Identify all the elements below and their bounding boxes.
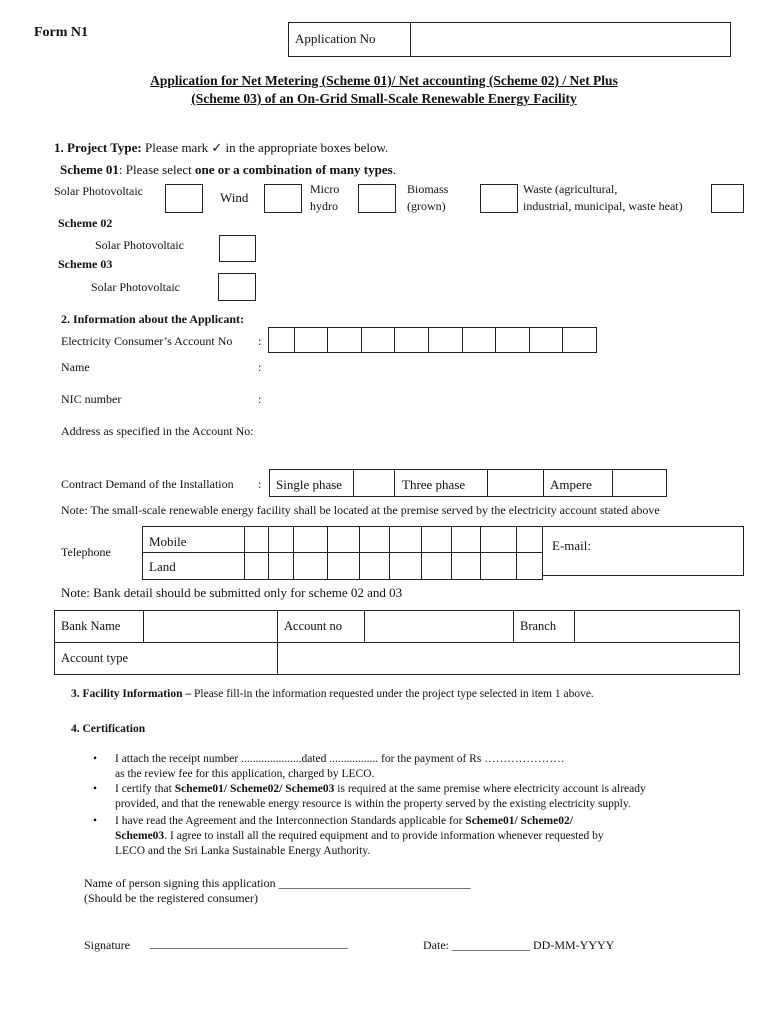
nic-label: NIC number [61, 392, 122, 406]
signer-name-note: (Should be the registered consumer) [84, 891, 258, 905]
account-type-label: Account type [55, 643, 278, 675]
land-label: Land [149, 559, 176, 574]
section1-heading: 1. Project Type: [54, 140, 142, 155]
email-label: E-mail: [552, 538, 591, 553]
scheme02-solar-checkbox[interactable] [219, 235, 256, 262]
account-no-cells[interactable] [268, 327, 597, 353]
divider [327, 527, 328, 579]
account-no-cell[interactable] [496, 328, 530, 352]
type-microhydro-checkbox[interactable] [358, 184, 396, 213]
contract-demand-label: Contract Demand of the Installation [61, 477, 234, 491]
cert-b2-text-end: is required at the same premise where electricity account is already [334, 783, 646, 795]
type-waste-checkbox[interactable] [711, 184, 744, 213]
account-no-bank-label: Account no [278, 611, 365, 643]
colon: : [258, 392, 262, 406]
divider [143, 552, 542, 553]
signature-line[interactable]: _________________________________ [150, 936, 348, 950]
colon: : [258, 334, 262, 348]
bullet: • [93, 783, 98, 795]
account-no-cell[interactable] [328, 328, 362, 352]
bullet: • [93, 815, 98, 827]
account-no-bank-input[interactable] [365, 611, 514, 643]
bank-name-label: Bank Name [55, 611, 144, 643]
scheme02-label: Scheme 02 [58, 216, 113, 230]
cert-b3-bold2: Scheme03 [115, 830, 165, 842]
bank-table [54, 610, 740, 675]
account-no-cell[interactable] [563, 328, 597, 352]
account-no-cell[interactable] [395, 328, 429, 352]
single-phase-input[interactable] [354, 470, 394, 496]
divider [543, 470, 544, 496]
name-label: Name [61, 360, 90, 374]
scheme01-label: Scheme 01 [60, 162, 119, 177]
application-no-input[interactable] [410, 23, 728, 54]
divider [451, 527, 452, 579]
type-micro-label: Micro [310, 182, 340, 196]
cert-b2-line2: provided, and that the renewable energy resource is within the property served by the existing electricity supply. [115, 798, 631, 810]
account-no-cell[interactable] [269, 328, 295, 352]
cert-b1-line1: I attach the receipt number .....................dated ................. for the payment of Rs ………………… [115, 753, 565, 765]
scheme03-item-label: Solar Photovoltaic [91, 280, 180, 294]
scheme01-instr-bold: one or a combination of many types [195, 162, 393, 177]
divider [394, 470, 395, 496]
section1-heading-row [54, 140, 388, 156]
email-box[interactable] [542, 526, 744, 576]
three-phase-label: Three phase [402, 477, 466, 492]
bank-name-input[interactable] [144, 611, 278, 643]
divider [421, 527, 422, 579]
section3-row [71, 688, 594, 700]
account-no-cell[interactable] [463, 328, 496, 352]
type-biomass-label: Biomass [407, 182, 449, 196]
ampere-input[interactable] [613, 470, 665, 496]
account-no-cell[interactable] [429, 328, 463, 352]
cert-b1-line2: as the review fee for this application, charged by LECO. [115, 768, 375, 780]
telephone-label: Telephone [61, 545, 111, 559]
scheme01-row [60, 162, 396, 178]
colon: : [258, 477, 262, 491]
scheme03-solar-checkbox[interactable] [218, 273, 256, 301]
cert-b2-text: I certify that [115, 783, 175, 795]
account-no-label: Electricity Consumer’s Account No [61, 334, 233, 348]
single-phase-label: Single phase [276, 477, 343, 492]
section3-heading: 3. Facility Information – [71, 688, 192, 700]
cert-b3-line3: LECO and the Sri Lanka Sustainable Energy Authority. [115, 845, 371, 857]
cert-b3-line2 [115, 830, 604, 842]
type-waste-label2: industrial, municipal, waste heat) [523, 199, 683, 213]
cert-b3-text2: . I agree to install all the required equipment and to provide information whenever requested by [164, 830, 604, 842]
telephone-table [142, 526, 543, 580]
note-bank: Note: Bank detail should be submitted only for scheme 02 and 03 [61, 585, 403, 600]
cert-b3-bold: Scheme01/ Scheme02/ [465, 815, 573, 827]
account-no-cell[interactable] [530, 328, 563, 352]
section1-instruction: Please mark ✓ in the appropriate boxes below. [141, 140, 389, 155]
cert-b2-bold: Scheme01/ Scheme02/ Scheme03 [174, 783, 335, 795]
scheme03-label: Scheme 03 [58, 257, 113, 271]
scheme01-instr: : Please select [118, 162, 196, 177]
branch-input[interactable] [575, 611, 740, 643]
cert-b3-text: I have read the Agreement and the Interconnection Standards applicable for [115, 815, 466, 827]
colon: : [258, 360, 262, 374]
account-type-input[interactable] [278, 643, 740, 675]
divider [389, 527, 390, 579]
cert-b2-line1 [115, 783, 646, 795]
account-no-cell[interactable] [295, 328, 328, 352]
divider [480, 527, 481, 579]
type-biomass-checkbox[interactable] [480, 184, 518, 213]
divider [244, 527, 245, 579]
divider [359, 527, 360, 579]
mobile-label: Mobile [149, 534, 187, 549]
note-location: Note: The small-scale renewable energy facility shall be located at the premise served by the electricity account stated above [61, 503, 660, 517]
type-solar-checkbox[interactable] [165, 184, 203, 213]
form-title-line2: (Scheme 03) of an On-Grid Small-Scale Renewable Energy Facility [191, 91, 577, 106]
date-field[interactable]: Date: _____________ DD-MM-YYYY [423, 938, 615, 952]
form-id: Form N1 [34, 25, 89, 40]
divider [268, 527, 269, 579]
ampere-label: Ampere [550, 477, 592, 492]
contract-demand-table [269, 469, 667, 497]
form-title-line1: Application for Net Metering (Scheme 01)/ Net accounting (Scheme 02) / Net Plus [150, 73, 618, 88]
type-wind-label: Wind [220, 190, 249, 205]
bullet: • [93, 753, 98, 765]
type-solar-label: Solar Photovoltaic [54, 184, 143, 198]
application-no-label: Application No [295, 31, 376, 46]
type-waste-label1: Waste (agricultural, [523, 182, 618, 196]
account-no-cell[interactable] [362, 328, 395, 352]
address-label: Address as specified in the Account No: [61, 424, 254, 438]
section4-heading: 4. Certification [71, 723, 146, 735]
branch-label: Branch [514, 611, 575, 643]
divider [293, 527, 294, 579]
type-wind-checkbox[interactable] [264, 184, 302, 213]
divider [516, 527, 517, 579]
type-grown-label: (grown) [407, 199, 446, 213]
signature-label: Signature [84, 938, 130, 952]
section3-text: Please fill-in the information requested under the project type selected in item 1 above. [191, 688, 594, 700]
three-phase-input[interactable] [488, 470, 543, 496]
signer-name-label[interactable]: Name of person signing this application ________________________________ [84, 876, 471, 890]
scheme02-item-label: Solar Photovoltaic [95, 238, 184, 252]
type-hydro-label: hydro [310, 199, 338, 213]
cert-b3-line1 [115, 815, 573, 827]
scheme01-instr-end: . [392, 162, 396, 177]
section2-heading: 2. Information about the Applicant: [61, 312, 245, 326]
